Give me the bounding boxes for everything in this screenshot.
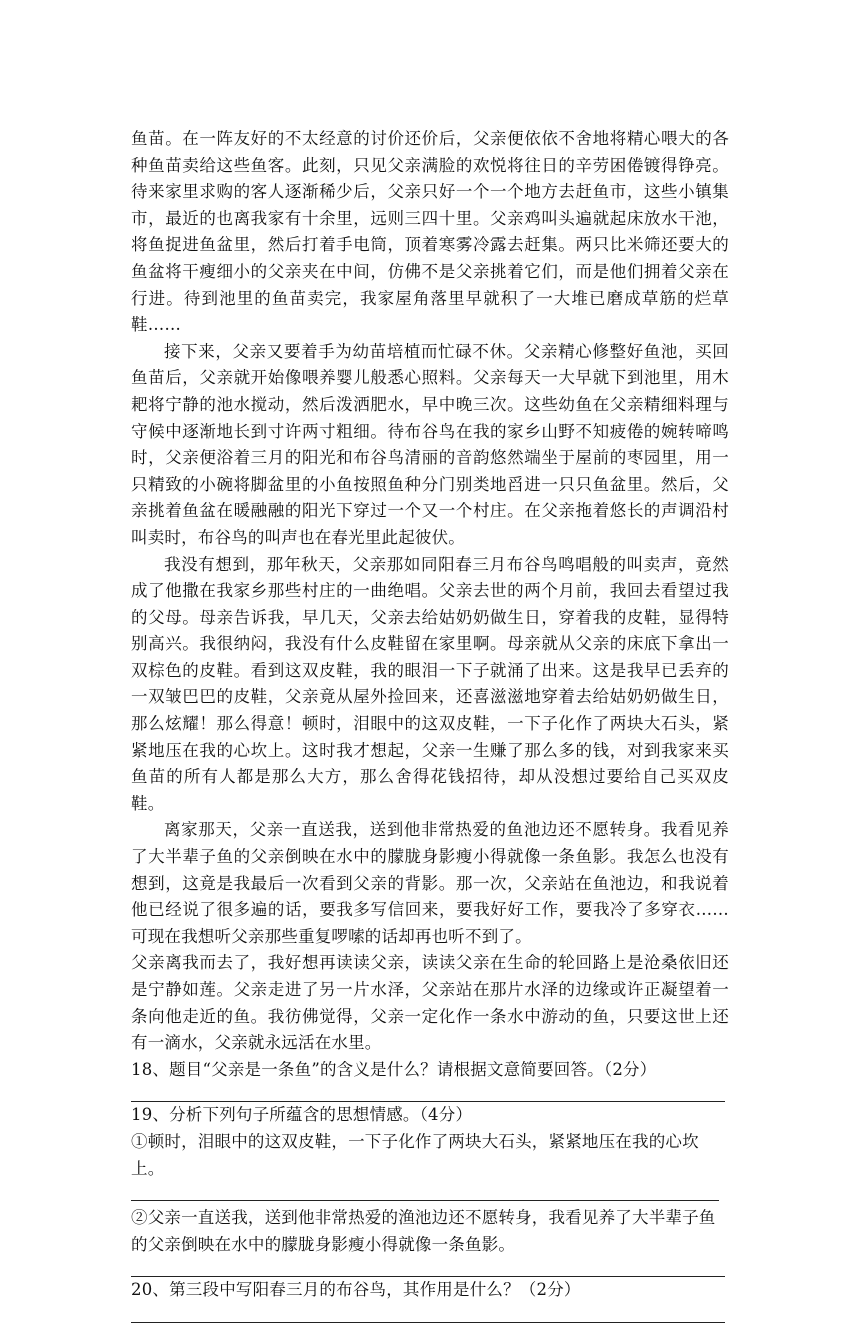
question-19-item-2: ②父亲一直送我，送到他非常热爱的渔池边还不愿转身，我看见养了大半辈子鱼的父亲倒映在水中的朦胧身影瘦小得就像一条鱼影。 [131,1208,716,1254]
passage-paragraph-2: 接下来，父亲又要着手为幼苗培植而忙碌不休。父亲精心修整好鱼池，买回鱼苗后，父亲就开始像喂养婴儿般悉心照料。父亲每天一大早就下到池里，用木耙将宁静的池水搅动，然后泼洒肥水，早中晚三次。这些幼鱼在父亲精细料理与守候中逐渐地长到寸许两寸粗细。待布谷鸟在我的家乡山野不知疲倦的婉转啼鸣时，父亲便浴着三月的阳光和布谷鸟清丽的音韵悠然端坐于屋前的枣园里，用一只精致的小碗将脚盆里的小鱼按照鱼种分门别类地舀进一只只鱼盆里。然后，父亲挑着鱼盆在暖融融的阳光下穿过一个又一个村庄。在父亲拖着悠长的声调沿村叫卖时，布谷鸟的叫声也在春光里此起彼伏。 [131,341,729,547]
answer-space [131,1258,729,1276]
question-19: 19、分析下列句子所蕴含的思想情感。（4分） [131,1105,473,1125]
exam-page [131,126,729,1323]
answer-space [131,1304,729,1322]
answer-space [131,1182,729,1200]
question-18: 18、题目“父亲是一条鱼”的含义是什么？请根据文意简要回答。（2分） [131,1059,657,1079]
answer-space [131,1083,729,1101]
passage-paragraph-3: 我没有想到，那年秋天，父亲那如同阳春三月布谷鸟鸣唱般的叫卖声，竟然成了他撒在我家乡那些村庄的一曲绝唱。父亲去世的两个月前，我回去看望过我的父母。母亲告诉我，早几天，父亲去给姑奶奶做生日，穿着我的皮鞋，显得特别高兴。我很纳闷，我没有什么皮鞋留在家里啊。母亲就从父亲的床底下拿出一双棕色的皮鞋。看到这双皮鞋，我的眼泪一下子就涌了出来。这是我早已丢弃的一双皱巴巴的皮鞋，父亲竟从屋外捡回来，还喜滋滋地穿着去给姑奶奶做生日，那么炫耀！那么得意！顿时，泪眼中的这双皮鞋，一下子化作了两块大石头，紧紧地压在我的心坎上。这时我才想起，父亲一生赚了那么多的钱，对到我家来买鱼苗的所有人都是那么大方，那么舍得花钱招待，却从没想过要给自己买双皮鞋。 [131,554,729,813]
passage-paragraph-5: 父亲离我而去了，我好想再读读父亲，读读父亲在生命的轮回路上是沧桑依旧还是宁静如莲。父亲走进了另一片水泽，父亲站在那片水泽的边缘或许正凝望着一条向他走近的鱼。我彷佛觉得，父亲一定化作一条水中游动的鱼，只要这世上还有一滴水，父亲就永远活在水里。 [131,953,729,1053]
question-20: 20、第三段中写阳春三月的布谷鸟，其作用是什么？（2分） [131,1280,581,1300]
passage-paragraph-1: 鱼苗。在一阵友好的不太经意的讨价还价后，父亲便依依不舍地将精心喂大的各种鱼苗卖给这些鱼客。此刻，只见父亲满脸的欢悦将往日的辛劳困倦镀得铮亮。待来家里求购的客人逐渐稀少后，父亲只好一个一个地方去赶鱼市，这些小镇集市，最近的也离我家有十余里，远则三四十里。父亲鸡叫头遍就起床放水干池，将鱼捉进鱼盆里，然后打着手电筒，顶着寒雾冷露去赶集。两只比米筛还要大的鱼盆将干瘦细小的父亲夹在中间，仿佛不是父亲挑着它们，而是他们拥着父亲在行进。待到池里的鱼苗卖完，我家屋角落里早就积了一大堆已磨成草筋的烂草鞋…… [131,129,729,335]
question-19-item-1: ①顿时，泪眼中的这双皮鞋，一下子化作了两块大石头，紧紧地压在我的心坎上。 [131,1131,699,1178]
answer-line-19-1[interactable] [131,1200,719,1201]
passage-paragraph-4: 离家那天，父亲一直送我，送到他非常热爱的鱼池边还不愿转身。我看见养了大半辈子鱼的父亲倒映在水中的朦胧身影瘦小得就像一条鱼影。我怎么也没有想到，这竟是我最后一次看到父亲的背影。那一次，父亲站在鱼池边，和我说着他已经说了很多遍的话，要我多写信回来，要我好好工作，要我冷了多穿衣……可现在我想听父亲那些重复啰嗦的话却再也听不到了。 [131,820,729,946]
